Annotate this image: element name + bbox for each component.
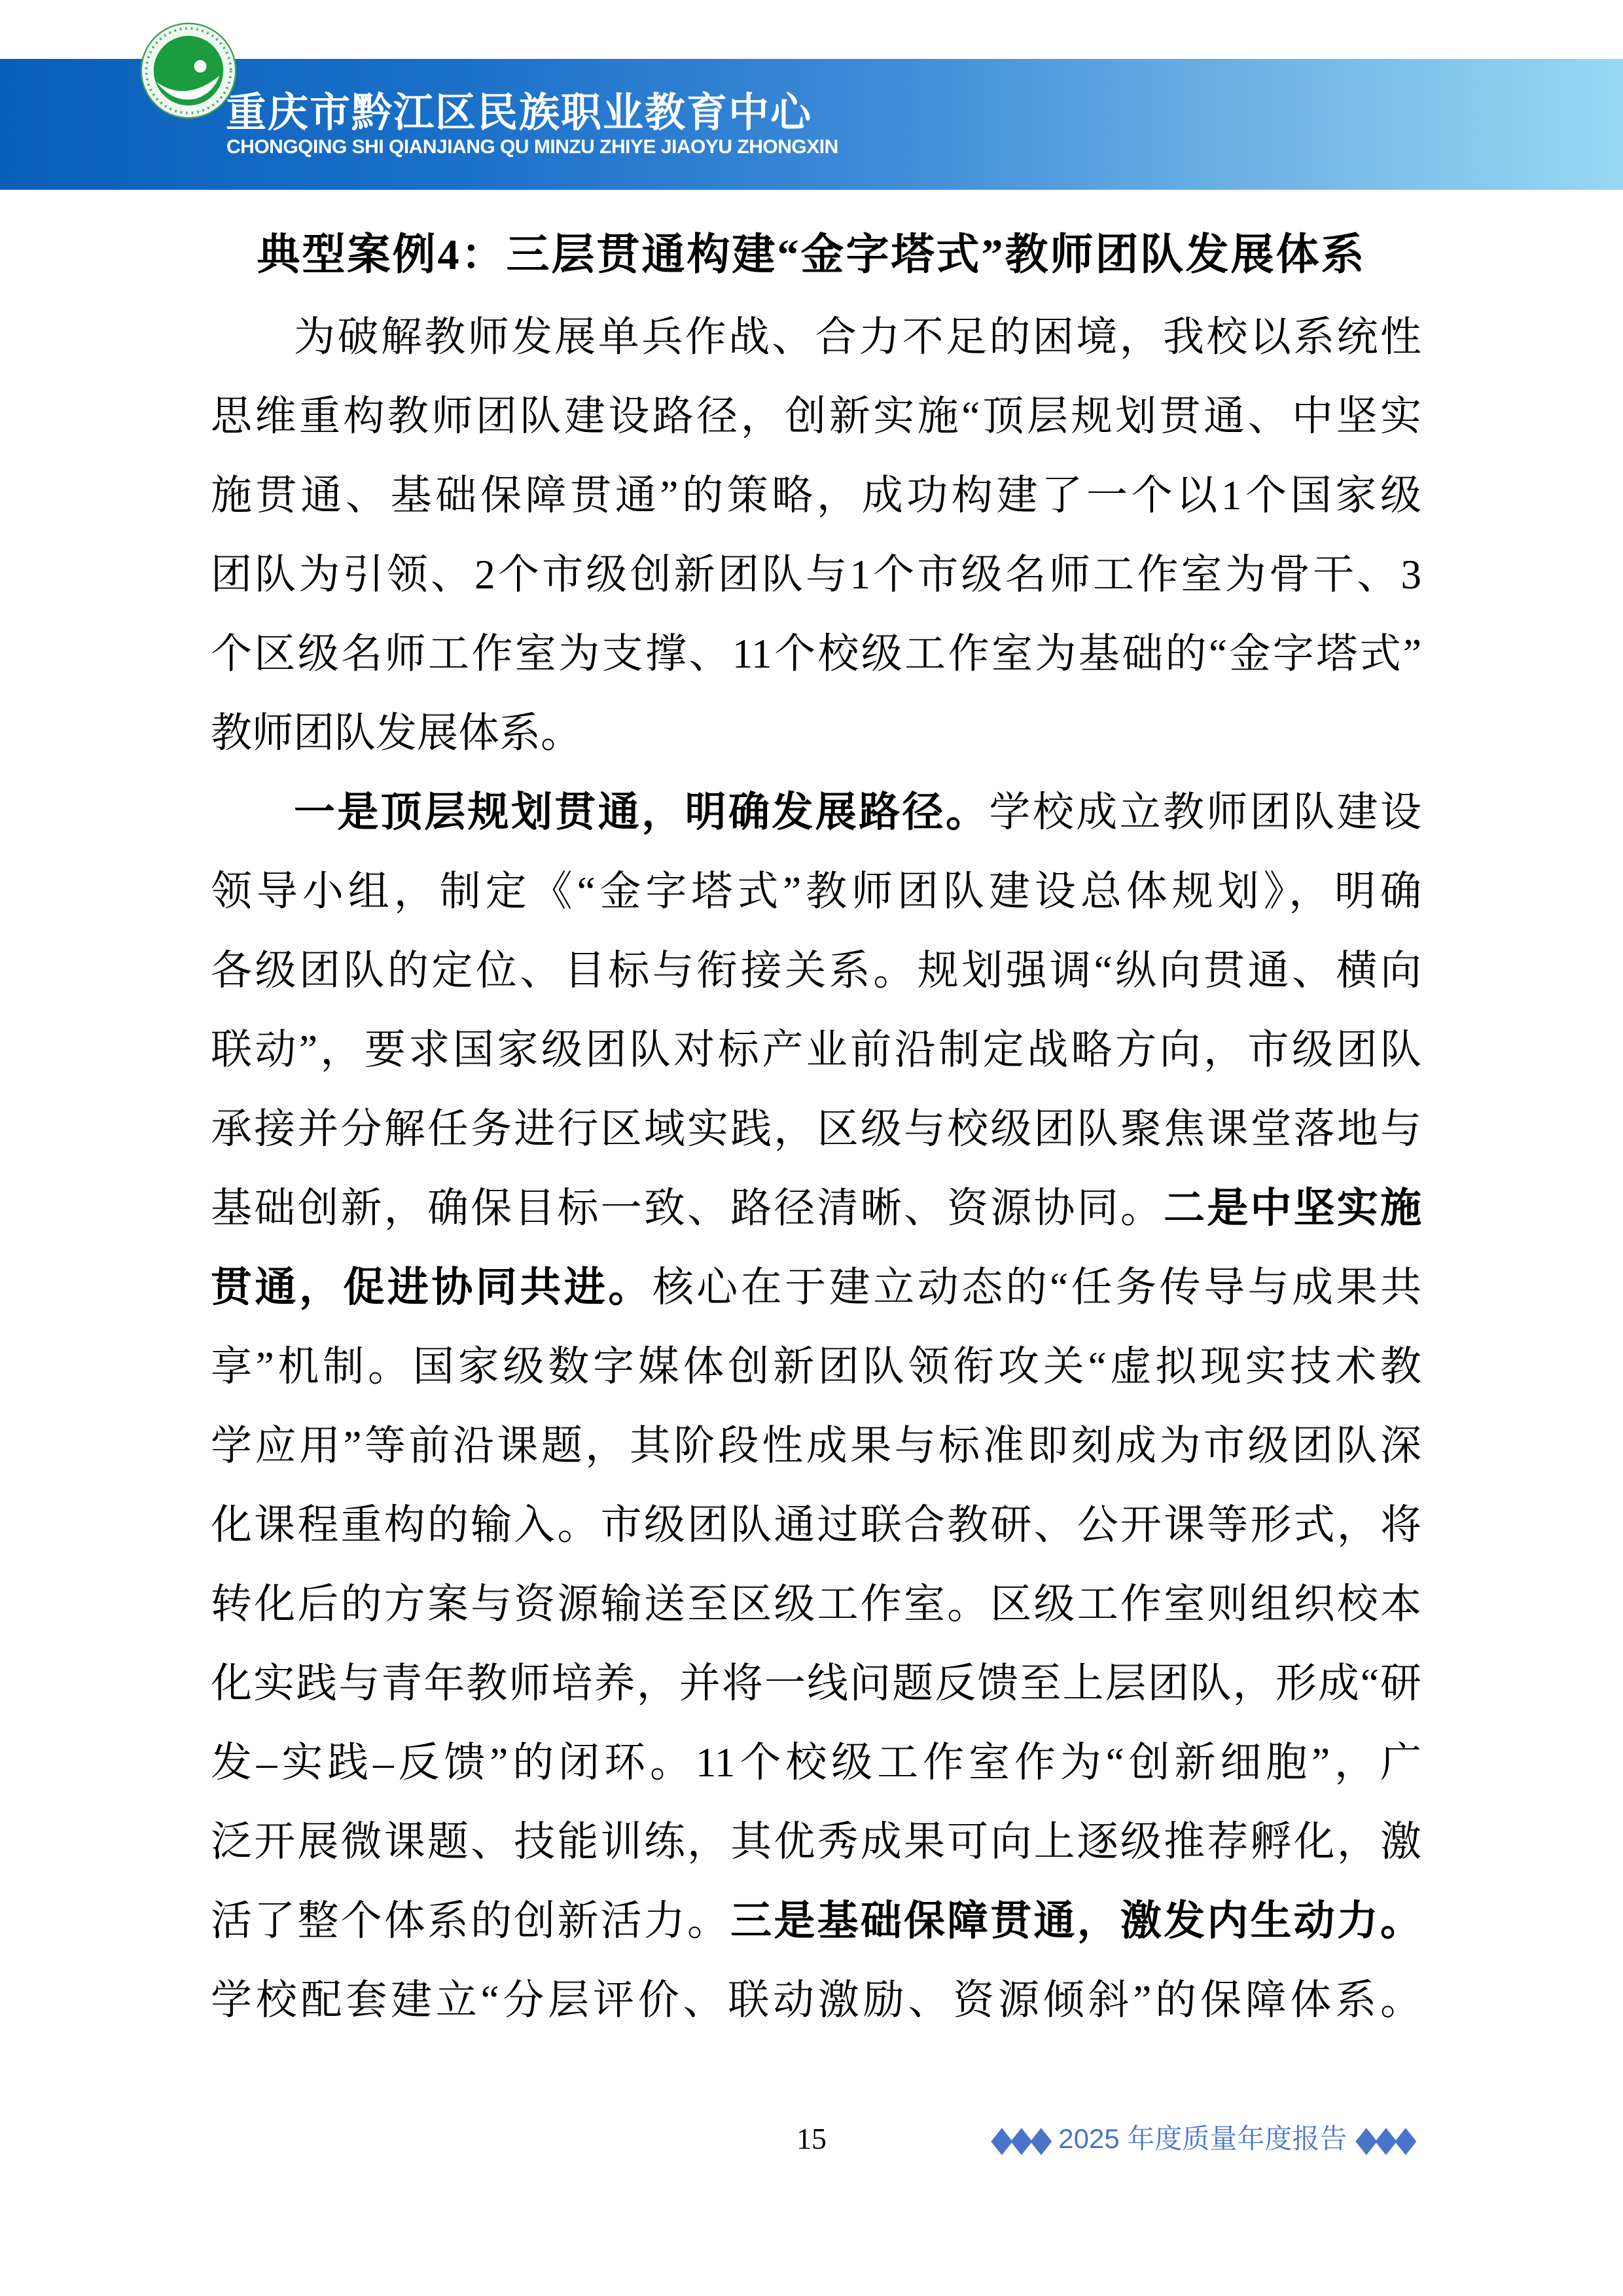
body-bold-run: 贯通，促进协同共进。 bbox=[211, 1265, 652, 1310]
body-line bbox=[211, 456, 1421, 535]
body-line bbox=[211, 1169, 1421, 1248]
body-line bbox=[211, 615, 1421, 694]
body-line bbox=[211, 377, 1421, 456]
body-run: 思维重构教师团队建设路径，创新实施“顶层规划贯通、中坚实 bbox=[211, 393, 1421, 439]
header-banner bbox=[0, 59, 1623, 190]
body-line bbox=[211, 1486, 1421, 1565]
body-run: 发–实践–反馈”的闭环。11个校级工作室作为“创新细胞”，广 bbox=[211, 1740, 1421, 1785]
body-run: 活了整个体系的创新活力。 bbox=[211, 1898, 731, 1944]
body-run: 教师团队发展体系。 bbox=[211, 710, 582, 756]
body-bold-run: 一是顶层规划贯通，明确发展路径。 bbox=[294, 789, 990, 835]
body-line bbox=[211, 1011, 1421, 1090]
org-name-chinese: 重庆市黔江区民族职业教育中心 bbox=[226, 91, 813, 135]
page-number: 15 bbox=[796, 2122, 827, 2155]
body-run: 为破解教师发展单兵作战、合力不足的困境，我校以系统性 bbox=[294, 314, 1421, 360]
body-run: 团队为引领、2个市级创新团队与1个市级名师工作室为骨干、3 bbox=[211, 552, 1421, 598]
body-line bbox=[211, 535, 1421, 615]
logo-dot bbox=[194, 60, 207, 73]
body-line bbox=[211, 1248, 1421, 1327]
body-run: 基础创新，确保目标一致、路径清晰、资源协同。 bbox=[211, 1185, 1164, 1231]
body-line bbox=[211, 773, 1421, 852]
diamond-icons-right: ◆◆◆ bbox=[1355, 2119, 1415, 2159]
body-run: 享”机制。国家级数字媒体创新团队领衔攻关“虚拟现实技术教 bbox=[211, 1344, 1421, 1390]
body-run: 领导小组，制定《“金字塔式”教师团队建设总体规划》，明确 bbox=[211, 869, 1421, 914]
report-footer-label: 2025 年度质量年度报告 bbox=[1058, 2123, 1347, 2154]
body-line bbox=[211, 1090, 1421, 1169]
body-run: 学应用”等前沿课题，其阶段性成果与标准即刻成为市级团队深 bbox=[211, 1423, 1421, 1469]
body-run: 个区级名师工作室为支撑、11个校级工作室为基础的“金字塔式” bbox=[211, 631, 1421, 677]
body-run: 联动”，要求国家级团队对标产业前沿制定战略方向，市级团队 bbox=[211, 1027, 1421, 1073]
body-bold-run: 二是中坚实施 bbox=[1164, 1185, 1422, 1231]
body-line bbox=[211, 694, 1421, 773]
body-line bbox=[211, 1961, 1421, 2040]
body-line bbox=[211, 1327, 1421, 1407]
body-run: 化实践与青年教师培养，并将一线问题反馈至上层团队，形成“研 bbox=[211, 1660, 1421, 1706]
body-line bbox=[211, 852, 1421, 931]
body-line bbox=[211, 1565, 1421, 1644]
school-logo-icon bbox=[139, 21, 238, 120]
body-run: 各级团队的定位、目标与衔接关系。规划强调“纵向贯通、横向 bbox=[211, 948, 1421, 994]
body-run: 承接并分解任务进行区域实践，区级与校级团队聚焦课堂落地与 bbox=[211, 1106, 1421, 1152]
body-run: 化课程重构的输入。市级团队通过联合教研、公开课等形式，将 bbox=[211, 1502, 1421, 1548]
body-run: 施贯通、基础保障贯通”的策略，成功构建了一个以1个国家级 bbox=[211, 473, 1421, 518]
body-bold-run: 三是基础保障贯通，激发内生动力。 bbox=[730, 1898, 1422, 1944]
body-run: 核心在于建立动态的“任务传导与成果共 bbox=[652, 1265, 1421, 1310]
body-line bbox=[211, 1882, 1421, 1961]
body-line bbox=[211, 1407, 1421, 1486]
body-line bbox=[211, 1803, 1421, 1882]
body-line bbox=[211, 1723, 1421, 1803]
body-line bbox=[211, 931, 1421, 1011]
body-run: 学校成立教师团队建设 bbox=[989, 789, 1422, 835]
diamond-icons-left: ◆◆◆ bbox=[990, 2119, 1050, 2159]
body-run: 转化后的方案与资源输送至区级工作室。区级工作室则组织校本 bbox=[211, 1581, 1421, 1627]
doc-title: 典型案例4：三层贯通构建“金字塔式”教师团队发展体系 bbox=[257, 231, 1366, 279]
body-run: 学校配套建立“分层评价、联动激励、资源倾斜”的保障体系。 bbox=[211, 1977, 1421, 2023]
body-text bbox=[211, 298, 1421, 2040]
body-line bbox=[211, 1644, 1421, 1723]
body-line bbox=[211, 298, 1421, 377]
report-footer bbox=[982, 2119, 1423, 2159]
body-run: 泛开展微课题、技能训练，其优秀成果可向上逐级推荐孵化，激 bbox=[211, 1819, 1421, 1865]
org-name-pinyin: CHONGQING SHI QIANJIANG QU MINZU ZHIYE JIAOYU ZHONGXIN bbox=[226, 136, 838, 158]
